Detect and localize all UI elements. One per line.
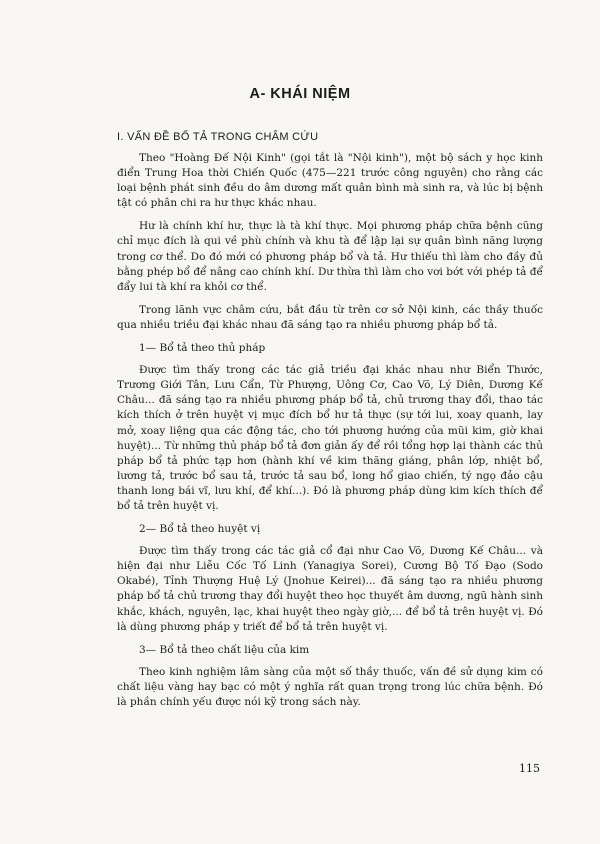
chapter-title: A- KHÁI NIỆM xyxy=(249,86,351,102)
subsection-heading: 1— Bổ tả theo thủ pháp xyxy=(139,342,266,355)
subsection-paragraph: Được tìm thấy trong các tác giả cổ đại như Cao Võ, Dương Kế Châu... và hiện đại như Liễu Cốc Tố Linh (Yanagiya Sorei), Cương Bộ Tố Đạo (Sodo Okabé), Tỉnh Thượng Huệ Lý (Jnohue Keirei)... đã sáng tạo ra nhiều phương pháp bổ tả chủ trương thay đổi huyệt theo học thuyết âm dương, ngũ hành sinh khắc, khách, nguyên, lạc, khai huyệt theo ngày giờ,... để bổ tả trên huyệt vị. Đó là dùng phương pháp y triết để bổ tả trên huyệt vị. xyxy=(117,545,543,633)
paragraph: Trong lãnh vực châm cứu, bắt đầu từ trên cơ sở Nội kinh, các thầy thuốc qua nhiều triều đại khác nhau đã sáng tạo ra nhiều phương pháp bổ tả. xyxy=(117,303,543,331)
body-text xyxy=(117,151,543,718)
subsection-heading: 2— Bổ tả theo huyệt vị xyxy=(139,523,261,536)
subsection-paragraph: Được tìm thấy trong các tác giả triều đại khác nhau như Biển Thước, Trương Giới Tân, Lưu Cẩn, Từ Phượng, Uông Cơ, Cao Võ, Lý Diên, Dương Kế Châu... đã sáng tạo ra nhiều phương pháp bổ tả, chủ trương thay đổi, thao tác kích thích ở trên huyệt vị mục đích bổ hư tả thực (sự tới lui, xoay quanh, lay mở, xoay liệng qua các động tác, cho tới phương hướng của mũi kim, giờ khai huyệt)... Từ những thủ pháp bổ tả đơn giản ấy để rồi tổng hợp lại thành các thủ pháp bổ tả phức tạp hơn (hành khí về kim thăng giáng, phân lớp, nhiệt bổ, lương tả, trước bổ sau tả, trước tả sau bổ, long hổ giao chiến, tý ngọ đảo cậu thanh long bái vĩ, lưu khí, để khí...). Đó là phương pháp dùng kim kích thích để bổ tả trên huyệt vị. xyxy=(117,364,543,512)
subsection-heading: 3— Bổ tả theo chất liệu của kim xyxy=(139,643,310,656)
subsection-paragraph: Theo kinh nghiệm lâm sàng của một số thầy thuốc, vấn đề sử dụng kim có chất liệu vàng hay bạc có một ý nghĩa rất quan trọng trong lúc chữa bệnh. Đó là phần chính yếu được nói kỹ trong sách này. xyxy=(117,665,543,708)
page-number: 115 xyxy=(519,762,540,775)
paragraph: Theo "Hoàng Đế Nội Kinh" (gọi tắt là "Nội kinh"), một bộ sách y học kinh điển Trung Hoa thời Chiến Quốc (475—221 trước công nguyên) cho rằng các loại bệnh phát sinh đều do âm dương mất quân bình mà sinh ra, và lúc bị bệnh tật có phân chi ra hư thực khác nhau. xyxy=(117,152,543,210)
section-heading: I. VẤN ĐỀ BỔ TẢ TRONG CHÂM CỨU xyxy=(117,131,319,143)
paragraph: Hư là chính khí hư, thực là tà khí thực. Mọi phương pháp chữa bệnh cũng chỉ mục đích là qui về phù chính và khu tà để lập lại sự quân bình năng lượng trong cơ thể. Do đó mới có phương pháp bổ và tả. Hư thiếu thì làm cho đầy đủ bằng phép bổ để nâng cao chính khí. Dư thừa thì làm cho vơi bớt với phép tả để đẩy lui tà khí ra khỏi cơ thể. xyxy=(117,220,543,293)
